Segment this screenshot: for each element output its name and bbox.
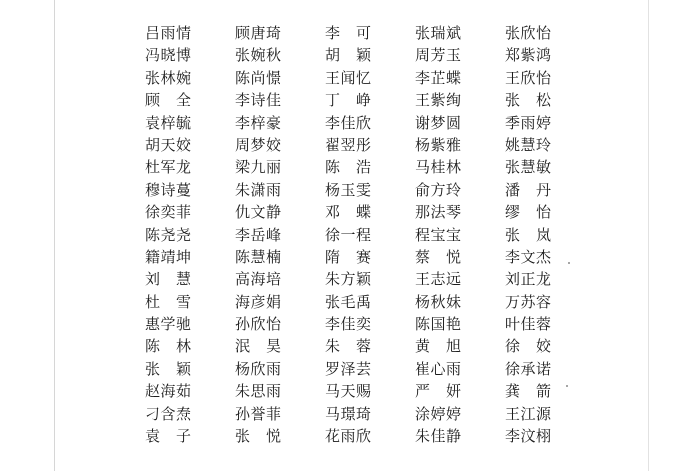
name-cell: 朱思雨: [235, 382, 282, 401]
name-cell: 陈慧楠: [235, 247, 282, 266]
name-cell: 袁梓毓: [145, 113, 192, 132]
row-margin: [0, 358, 145, 380]
name-cell: 季雨婷: [505, 113, 552, 132]
name-cell: 李诗佳: [235, 91, 282, 110]
scan-speck: [566, 385, 568, 387]
name-cell: 顾 全: [145, 91, 192, 110]
name-cell: 张 松: [505, 91, 552, 110]
name-cell: 刘 慧: [145, 270, 192, 289]
name-cell: 崔心雨: [415, 359, 462, 378]
name-list-grid: [0, 22, 678, 447]
name-cell: 杨紫雅: [415, 135, 462, 154]
name-cell: 泯 昊: [235, 337, 282, 356]
row-margin: [0, 179, 145, 201]
row-margin: [0, 89, 145, 111]
row-margin: [0, 224, 145, 246]
name-cell: 万苏容: [505, 292, 552, 311]
name-cell: 杜军龙: [145, 158, 192, 177]
name-cell: 张瑞斌: [415, 24, 462, 42]
name-cell: 陈尚憬: [235, 68, 282, 87]
name-cell: 李岳峰: [235, 225, 282, 244]
row-margin: [0, 22, 145, 44]
name-cell: 周芳玉: [415, 46, 462, 65]
name-cell: 张欣怡: [505, 24, 552, 42]
name-cell: 王江源: [505, 404, 552, 423]
row-margin: [0, 313, 145, 335]
row-margin: [0, 201, 145, 223]
name-cell: 李佳奕: [325, 315, 372, 334]
row-margin: [0, 112, 145, 134]
name-cell: 杨玉雯: [325, 180, 372, 199]
row-margin: [0, 156, 145, 178]
name-cell: 海彦娟: [235, 292, 282, 311]
name-cell: 邓 蝶: [325, 203, 372, 222]
row-margin: [0, 268, 145, 290]
name-cell: 李 可: [325, 24, 372, 42]
name-cell: 顾唐琦: [235, 24, 282, 42]
name-cell: 花雨欣: [325, 427, 372, 446]
name-cell: 张 岚: [505, 225, 552, 244]
row-margin: [0, 134, 145, 156]
name-cell: 孙誉菲: [235, 404, 282, 423]
name-cell: 潘 丹: [505, 180, 552, 199]
name-cell: 隋 赛: [325, 247, 372, 266]
row-margin: [0, 67, 145, 89]
name-cell: 李文杰: [505, 247, 552, 266]
name-cell: 马璟琦: [325, 404, 372, 423]
name-cell: 刁含焘: [145, 404, 192, 423]
name-cell: 陈 浩: [325, 158, 372, 177]
name-cell: 穆诗蔓: [145, 180, 192, 199]
name-cell: 胡天姣: [145, 135, 192, 154]
name-cell: 王闻忆: [325, 68, 372, 87]
name-cell: 吕雨情: [145, 24, 192, 42]
name-cell: 朱方颖: [325, 270, 372, 289]
name-cell: 赵海茹: [145, 382, 192, 401]
name-cell: 徐 姣: [505, 337, 552, 356]
name-cell: 朱潇雨: [235, 180, 282, 199]
row-margin: [0, 335, 145, 357]
name-cell: 徐奕菲: [145, 203, 192, 222]
name-cell: 翟翌彤: [325, 135, 372, 154]
name-cell: 蔡 悦: [415, 247, 462, 266]
name-cell: 周梦姣: [235, 135, 282, 154]
name-cell: 李汶栩: [505, 427, 552, 446]
name-cell: 梁九丽: [235, 158, 282, 177]
name-cell: 冯晓博: [145, 46, 192, 65]
name-cell: 陈尧尧: [145, 225, 192, 244]
name-cell: 王志远: [415, 270, 462, 289]
row-margin: [0, 246, 145, 268]
row-margin: [0, 291, 145, 313]
name-cell: 徐一程: [325, 225, 372, 244]
name-cell: 罗泽芸: [325, 359, 372, 378]
name-cell: 马天赐: [325, 382, 372, 401]
name-cell: 惠学驰: [145, 315, 192, 334]
name-cell: 马桂林: [415, 158, 462, 177]
name-cell: 张毛禹: [325, 292, 372, 311]
name-cell: 朱佳静: [415, 427, 462, 446]
name-cell: 程宝宝: [415, 225, 462, 244]
name-cell: 朱 蓉: [325, 337, 372, 356]
name-cell: 张 悦: [235, 427, 282, 446]
name-cell: 叶佳蓉: [505, 315, 552, 334]
row-margin: [0, 403, 145, 425]
name-cell: 张林婉: [145, 68, 192, 87]
name-cell: 杜 雪: [145, 292, 192, 311]
row-margin: [0, 380, 145, 402]
name-cell: 高海培: [235, 270, 282, 289]
name-cell: 刘正龙: [505, 270, 552, 289]
row-margin: [0, 44, 145, 66]
scan-speck: [568, 262, 570, 264]
name-cell: 陈 林: [145, 337, 192, 356]
name-cell: 那法琴: [415, 203, 462, 222]
name-cell: 李芷蝶: [415, 68, 462, 87]
name-cell: 丁 峥: [325, 91, 372, 110]
name-cell: 王紫绚: [415, 91, 462, 110]
name-cell: 缪 怡: [505, 203, 552, 222]
row-margin: [0, 425, 145, 447]
name-cell: 王欣怡: [505, 68, 552, 87]
name-cell: 袁 子: [145, 427, 192, 446]
name-cell: 张慧敏: [505, 158, 552, 177]
name-cell: 籍靖坤: [145, 247, 192, 266]
name-cell: 张婉秋: [235, 46, 282, 65]
name-cell: 李梓豪: [235, 113, 282, 132]
name-cell: 陈国艳: [415, 315, 462, 334]
name-cell: 黄 旭: [415, 337, 462, 356]
name-cell: 杨秋妹: [415, 292, 462, 311]
name-cell: 严 妍: [415, 382, 462, 401]
name-cell: 仇文静: [235, 203, 282, 222]
name-cell: 俞方玲: [415, 180, 462, 199]
name-cell: 龚 箭: [505, 382, 552, 401]
name-cell: 胡 颖: [325, 46, 372, 65]
name-cell: 孙欣怡: [235, 315, 282, 334]
name-cell: 徐承诺: [505, 359, 552, 378]
name-cell: 李佳欣: [325, 113, 372, 132]
name-cell: 谢梦圆: [415, 113, 462, 132]
name-cell: 郑紫鸿: [505, 46, 552, 65]
name-cell: 张 颖: [145, 359, 192, 378]
name-cell: 涂婷婷: [415, 404, 462, 423]
name-cell: 杨欣雨: [235, 359, 282, 378]
name-cell: 姚慧玲: [505, 135, 552, 154]
